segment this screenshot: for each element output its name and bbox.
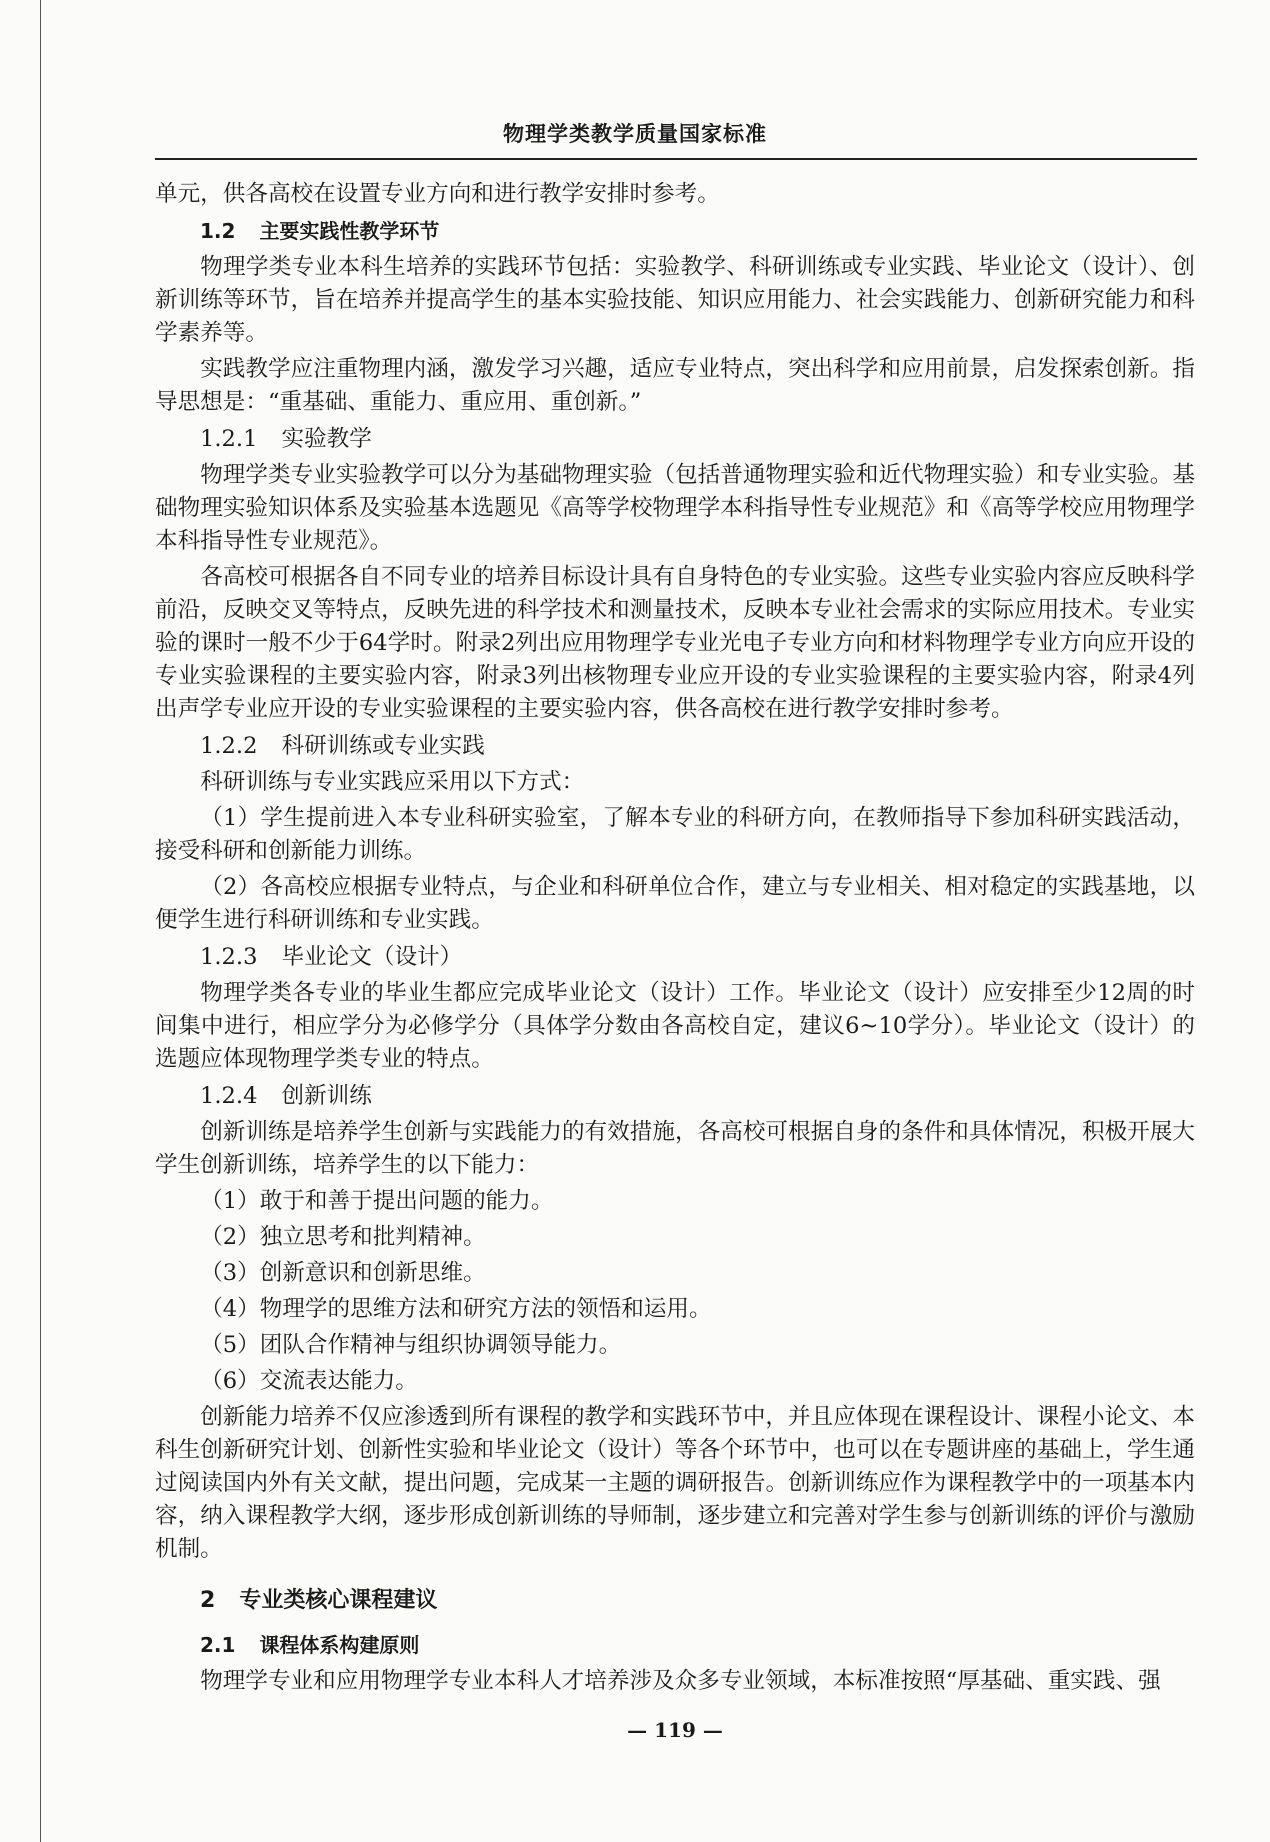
section-title: 主要实践性教学环节 [259,219,440,243]
paragraph: 创新训练是培养学生创新与实践能力的有效措施，各高校可根据自身的条件和具体情况，积极开展大学生创新训练，培养学生的以下能力： [155,1119,1195,1178]
list-item: （5）团队合作精神与组织协调领导能力。 [200,1332,622,1358]
page-number: — 119 — [627,1718,723,1742]
list-item: （6）交流表达能力。 [200,1368,418,1394]
paragraph: 物理学类专业实验教学可以分为基础物理实验（包括普通物理实验和近代物理实验）和专业实验。基础物理实验知识体系及实验基本选题见《高等学校物理学本科指导性专业规范》和《高等学校应用物理学本科指导性专业规范》。 [155,462,1195,554]
list-paragraph: （2）各高校应根据专业特点，与企业和科研单位合作，建立与专业相关、相对稳定的实践基地，以便学生进行科研训练和专业实践。 [155,874,1195,933]
section-title: 创新训练 [281,1083,372,1109]
section-number: 1.2.3 [200,944,258,970]
subsection-heading-1-2-4 [155,1080,1195,1113]
paragraph: 实践教学应注重物理内涵，激发学习兴趣，适应专业特点，突出科学和应用前景，启发探索创新。指导思想是：“重基础、重能力、重应用、重创新。” [155,356,1195,415]
section-title: 专业类核心课程建议 [239,1588,438,1613]
scan-edge-line [40,0,41,1842]
section-number: 1.2.1 [200,426,258,452]
list-item: （3）创新意识和创新思维。 [200,1260,486,1286]
paragraph: 创新能力培养不仅应渗透到所有课程的教学和实践环节中，并且应体现在课程设计、课程小论文、本科生创新研究计划、创新性实验和毕业论文（设计）等各个环节中，也可以在专题讲座的基础上，学生通过阅读国内外有关文献，提出问题，完成某一主题的调研报告。创新训练应作为课程教学中的一项基本内容，纳入课程教学大纲，逐步形成创新训练的导师制，逐步建立和完善对学生参与创新训练的评价与激励机制。 [155,1404,1195,1562]
section-number: 1.2.2 [200,733,258,759]
list-item: （1）敢于和善于提出问题的能力。 [200,1188,554,1214]
list-paragraph: （1）学生提前进入本专业科研实验室，了解本专业的科研方向，在教师指导下参加科研实践活动，接受科研和创新能力训练。 [155,805,1195,864]
list-item: （2）独立思考和批判精神。 [200,1224,486,1250]
paragraph: 各高校可根据各自不同专业的培养目标设计具有自身特色的专业实验。这些专业实验内容应反映科学前沿，反映交叉等特点，反映先进的科学技术和测量技术，反映本专业社会需求的实际应用技术。专业实验的课时一般不少于64学时。附录2列出应用物理学专业光电子专业方向和材料物理学专业方向应开设的专业实验课程的主要实验内容，附录3列出核物理专业应开设的专业实验课程的主要实验内容，附录4列出声学专业应开设的专业实验课程的主要实验内容，供各高校在进行教学安排时参考。 [155,564,1195,722]
section-title: 毕业论文（设计） [281,944,463,970]
paragraph: 物理学类专业本科生培养的实践环节包括：实验教学、科研训练或专业实践、毕业论文（设计）、创新训练等环节，旨在培养并提高学生的基本实验技能、知识应用能力、社会实践能力、创新研究能力和科学素养等。 [155,254,1195,346]
subsection-heading-1-2-1 [155,423,1195,456]
section-heading-1-2 [155,215,1195,248]
list-item: （4）物理学的思维方法和研究方法的领悟和运用。 [200,1296,712,1322]
page-body [155,0,1195,1842]
section-number: 1.2 [200,219,236,243]
paragraph: 物理学专业和应用物理学专业本科人才培养涉及众多专业领域，本标准按照“厚基础、重实践、强 [200,1668,1161,1694]
section-number: 1.2.4 [200,1083,258,1109]
subsection-heading-1-2-3 [155,941,1195,974]
section-title: 实验教学 [281,426,372,452]
section-number: 2 [200,1588,216,1613]
paragraph: 物理学类各专业的毕业生都应完成毕业论文（设计）工作。毕业论文（设计）应安排至少12周的时间集中进行，相应学分为必修学分（具体学分数由各高校自定，建议6~10学分）。毕业论文（设计）的选题应体现物理学类专业的特点。 [155,980,1195,1072]
running-header: 物理学类教学质量国家标准 [503,122,767,146]
paragraph: 单元，供各高校在设置专业方向和进行教学安排时参考。 [155,181,720,207]
section-number: 2.1 [200,1633,236,1657]
section-title: 科研训练或专业实践 [281,733,485,759]
section-title: 课程体系构建原则 [259,1633,420,1657]
section-heading-2 [155,1584,1195,1617]
paragraph: 科研训练与专业实践应采用以下方式： [200,769,585,795]
section-heading-2-1 [155,1629,1195,1662]
subsection-heading-1-2-2 [155,730,1195,763]
